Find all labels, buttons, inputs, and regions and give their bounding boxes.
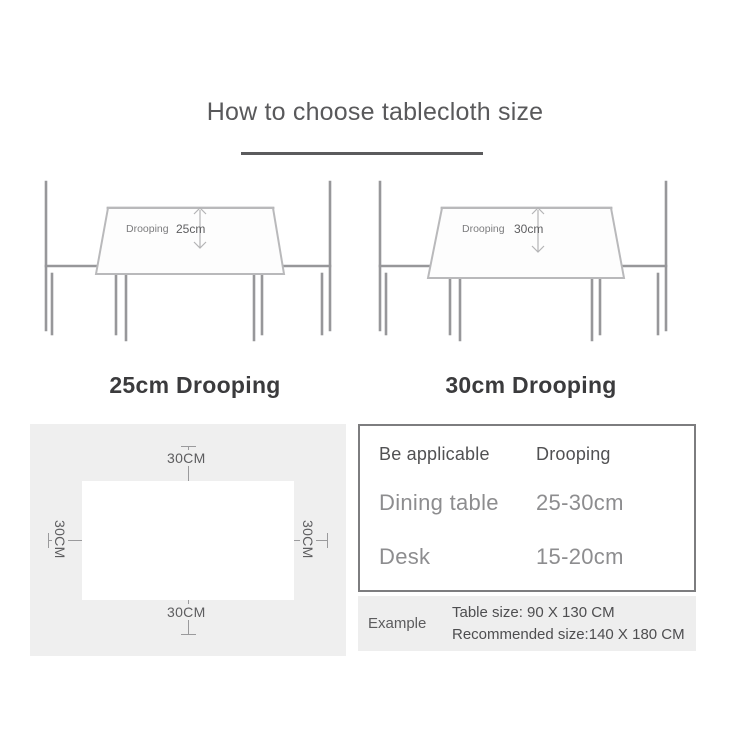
table-row bbox=[360, 488, 694, 518]
title-underline bbox=[241, 152, 483, 155]
table-top-area bbox=[82, 481, 294, 600]
cloth-overhang-diagram bbox=[30, 424, 346, 656]
tick-left-cap bbox=[48, 533, 49, 548]
scene-caption-25cm: 25cm Drooping bbox=[109, 372, 281, 398]
tick-bottom-cap bbox=[181, 634, 196, 635]
scene-25cm-illustration bbox=[30, 170, 360, 365]
example-table-size: Table size: 90 X 130 CM bbox=[452, 604, 615, 621]
spec-row-drooping-dining-table: 25-30cm bbox=[536, 490, 624, 515]
tick-right-cap bbox=[327, 533, 328, 548]
spec-table-header-row bbox=[360, 440, 694, 468]
label-right: 30CM bbox=[300, 520, 316, 559]
drooping-label-prefix-right: Drooping bbox=[462, 223, 505, 235]
label-bottom: 30CM bbox=[167, 604, 206, 620]
scene-30cm-illustration bbox=[366, 170, 696, 365]
example-recommended-size: Recommended size:140 X 180 CM bbox=[452, 626, 685, 643]
spec-table-header-drooping: Drooping bbox=[536, 443, 611, 464]
spec-row-applicable-dining-table: Dining table bbox=[379, 490, 499, 515]
example-values bbox=[452, 602, 696, 646]
scene-25cm-drooping bbox=[30, 170, 360, 360]
example-label: Example bbox=[368, 615, 427, 632]
spec-row-drooping-desk: 15-20cm bbox=[536, 544, 624, 569]
drooping-label-value-right: 30cm bbox=[514, 222, 544, 236]
label-left: 30CM bbox=[52, 520, 68, 559]
table-row bbox=[360, 542, 694, 572]
spec-table-header-applicable: Be applicable bbox=[379, 443, 490, 464]
spec-row-applicable-desk: Desk bbox=[379, 544, 431, 569]
label-top: 30CM bbox=[167, 450, 206, 466]
drooping-label-prefix-left: Drooping bbox=[126, 223, 169, 235]
scene-30cm-drooping bbox=[366, 170, 696, 360]
tick-top-cap bbox=[181, 446, 196, 447]
spec-table bbox=[358, 424, 696, 592]
drooping-label-value-left: 25cm bbox=[176, 222, 206, 236]
example-panel bbox=[358, 596, 696, 651]
scene-caption-30cm: 30cm Drooping bbox=[445, 372, 617, 398]
page-title: How to choose tablecloth size bbox=[206, 98, 544, 126]
